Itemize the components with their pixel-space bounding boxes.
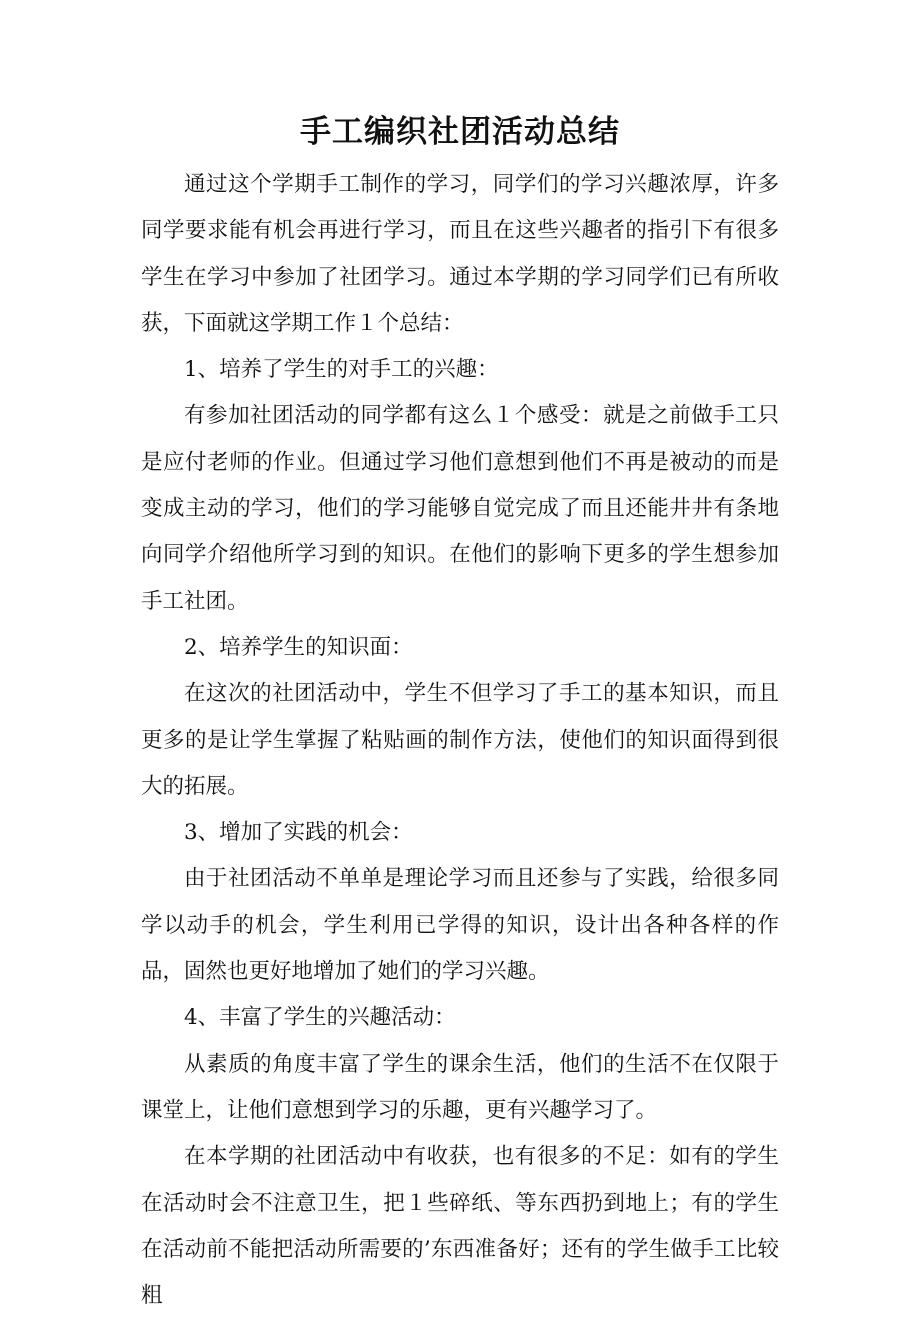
- document-title: 手工编织社团活动总结: [300, 114, 620, 150]
- intro-paragraph: 通过这个学期手工制作的学习，同学们的学习兴趣浓厚，许多同学要求能有机会再进行学习，而且在这些兴趣者的指引下有很多学生在学习中参加了社团学习。通过本学期的学习同学们已有所收获，下面就这学期工作１个总结：: [141, 172, 779, 336]
- section-heading-2: 2、培养学生的知识面：: [184, 634, 413, 660]
- section-paragraph-2: 在这次的社团活动中，学生不但学习了手工的基本知识，而且更多的是让学生掌握了粘贴画的制作方法，使他们的知识面得到很大的拓展。: [141, 681, 779, 799]
- section-heading-4: 4、丰富了学生的兴趣活动：: [184, 1005, 456, 1031]
- section-heading-3: 3、增加了实践的机会：: [184, 820, 413, 846]
- section-paragraph-1: 有参加社团活动的同学都有这么１个感受：就是之前做手工只是应付老师的作业。但通过学习他们意想到他们不再是被动的而是变成主动的学习，他们的学习能够自觉完成了而且还能井井有条地向同学介绍他所学习到的知识。在他们的影响下更多的学生想参加手工社团。: [141, 403, 779, 614]
- document-body: [141, 162, 779, 1319]
- conclusion-paragraph: 在本学期的社团活动中有收获，也有很多的不足：如有的学生在活动时会不注意卫生，把１些碎纸、等东西扔到地上；有的学生在活动前不能把活动所需要的’东西准备好；还有的学生做手工比较粗: [141, 1144, 779, 1309]
- section-paragraph-3: 由于社团活动不单单是理论学习而且还参与了实践，给很多同学以动手的机会，学生利用已学得的知识，设计出各种各样的作品，固然也更好地增加了她们的学习兴趣。: [141, 866, 779, 985]
- section-paragraph-4: 从素质的角度丰富了学生的课余生活，他们的生活不在仅限于课堂上，让他们意想到学习的乐趣，更有兴趣学习了。: [141, 1051, 779, 1123]
- section-heading-1: 1、培养了学生的对手工的兴趣：: [184, 357, 499, 383]
